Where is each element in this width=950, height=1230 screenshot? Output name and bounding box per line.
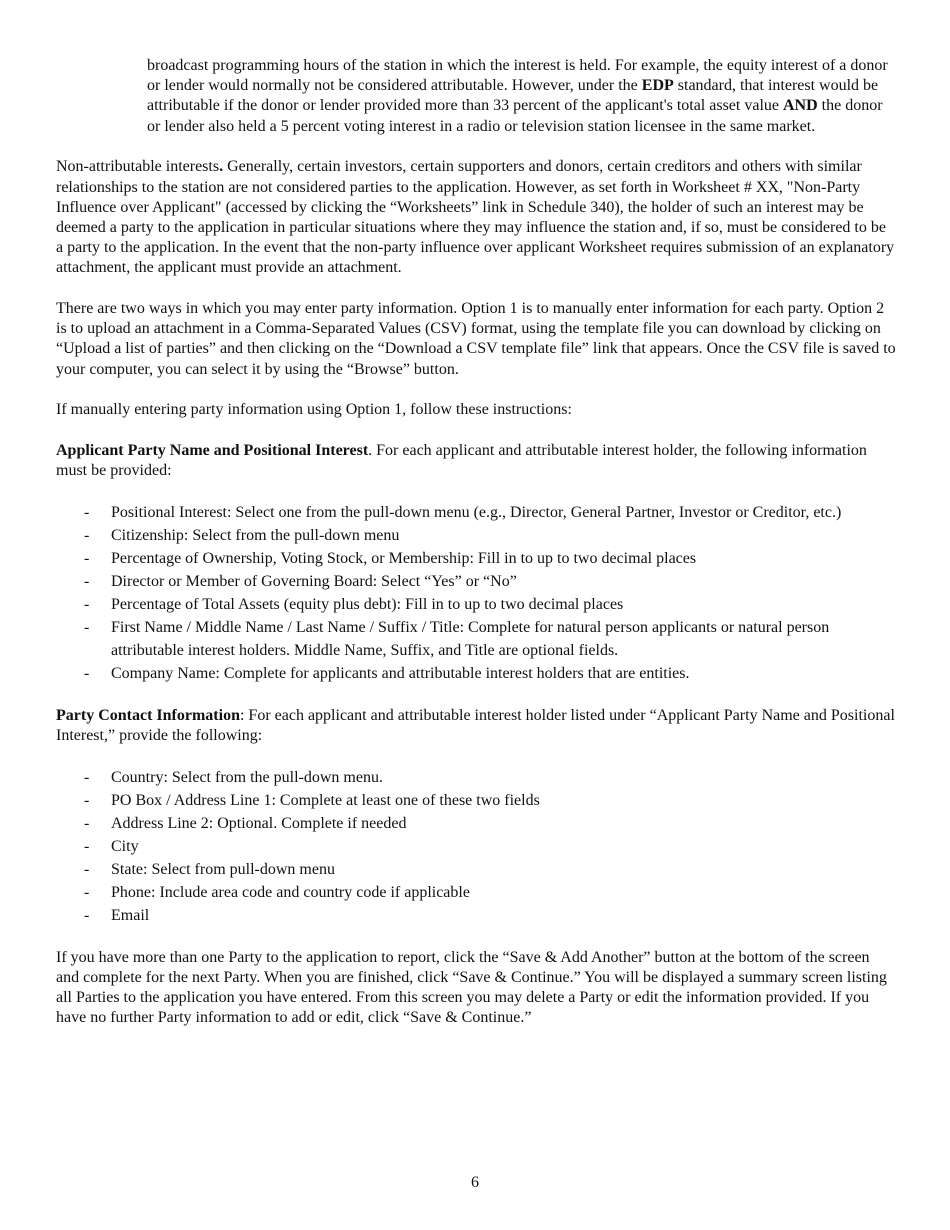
dash-bullet: - <box>84 815 90 833</box>
party-name-heading: Applicant Party Name and Positional Interest <box>56 442 369 460</box>
dash-bullet: - <box>84 596 90 614</box>
list-item <box>56 593 896 616</box>
and-bold-term: AND <box>783 97 818 115</box>
dash-bullet: - <box>84 619 90 637</box>
contact-list <box>56 766 896 927</box>
dash-bullet: - <box>84 792 90 810</box>
list-item <box>56 547 896 570</box>
list-item <box>56 766 896 789</box>
party-name-list <box>56 501 896 685</box>
closing-paragraph: If you have more than one Party to the application to report, click the “Save & Add Another” button at the bottom of the screen and complete for the next Party. When you are finished, click “Save & Continue.” You will be displayed a summary screen listing all Parties to the application you have entered. From this screen you may delete a Party or edit the information provided. If you have no further Party information to add or edit, click “Save & Continue.” <box>56 948 887 1027</box>
list-item <box>56 789 896 812</box>
edp-text-3: the donor or lender also held a 5 percent voting interest in a radio or television station licensee in the same market. <box>147 97 883 135</box>
list-item-text: City <box>111 838 139 856</box>
dash-bullet: - <box>84 527 90 545</box>
dash-bullet: - <box>84 550 90 568</box>
edp-text-1: broadcast programming hours of the station in which the interest is held. For example, the equity interest of a donor or lender would normally not be considered attributable. However, under the <box>147 57 888 95</box>
dash-bullet: - <box>84 769 90 787</box>
list-item-text: Positional Interest: Select one from the pull-down menu (e.g., Director, General Partner, Investor or Creditor, etc.) <box>111 504 842 522</box>
contact-intro <box>56 706 896 746</box>
list-item-text: Percentage of Total Assets (equity plus debt): Fill in to up to two decimal places <box>111 596 624 614</box>
contact-heading: Party Contact Information <box>56 706 240 724</box>
dash-bullet: - <box>84 907 90 925</box>
list-item <box>56 524 896 547</box>
contact-intro-text: : For each applicant and attributable interest holder listed under “Applicant Party Name and Positional Interest,” provide the following: <box>56 706 895 745</box>
dash-bullet: - <box>84 884 90 902</box>
list-item <box>56 570 896 593</box>
list-item <box>56 835 896 858</box>
list-item-text: Citizenship: Select from the pull-down menu <box>111 527 400 545</box>
list-item-text: Phone: Include area code and country code if applicable <box>111 884 470 902</box>
list-item-text: State: Select from pull-down menu <box>111 861 335 879</box>
non-attributable-paragraph <box>56 157 896 278</box>
list-item <box>56 501 896 524</box>
list-item-text: Email <box>111 907 150 925</box>
options-paragraph: There are two ways in which you may enter party information. Option 1 is to manually enter information for each party. Option 2 is to upload an attachment in a Comma-Separated Values (CSV) format, using the template file you can download by clicking on “Upload a list of parties” and then clicking on the “Download a CSV template file” link that appears. Once the CSV file is saved to your computer, you can select it by using the “Browse” button. <box>56 300 896 378</box>
dash-bullet: - <box>84 838 90 856</box>
party-name-intro-text: . For each applicant and attributable interest holder, the following information must be provided: <box>56 442 867 480</box>
dash-bullet: - <box>84 665 90 683</box>
list-item <box>56 662 896 685</box>
edp-bold-term: EDP <box>641 77 674 95</box>
list-item-text: Company Name: Complete for applicants and attributable interest holders that are entities. <box>111 665 690 683</box>
non-attributable-lead-punct: . <box>219 158 224 176</box>
non-attributable-body: Generally, certain investors, certain supporters and donors, certain creditors and others with similar relationships to the station are not considered parties to the application. However, as set forth in Worksheet # XX, "Non-Party Influence over Applicant" (accessed by clicking the “Worksheets” link in Schedule 340), the holder of such an interest may be deemed a party to the application in particular situations where they may influence the station and, if so, must be considered to be a party to the application. In the event that the non-party influence over applicant Worksheet requires submission of an explanatory attachment, the applicant must provide an attachment. <box>56 158 895 277</box>
list-item <box>56 904 896 927</box>
list-item <box>56 616 896 662</box>
dash-bullet: - <box>84 573 90 591</box>
list-item-text: PO Box / Address Line 1: Complete at least one of these two fields <box>111 792 540 810</box>
non-attributable-lead: Non-attributable interests <box>56 158 220 176</box>
page-number: 6 <box>471 1174 479 1191</box>
dash-bullet: - <box>84 861 90 879</box>
party-name-intro <box>56 441 896 481</box>
list-item-text: Address Line 2: Optional. Complete if needed <box>111 815 407 833</box>
dash-bullet: - <box>84 504 90 522</box>
list-item-text: First Name / Middle Name / Last Name / Suffix / Title: Complete for natural person applicants or natural person attributable interest holders. Middle Name, Suffix, and Title are optional fields. <box>111 619 830 660</box>
list-item-text: Percentage of Ownership, Voting Stock, or Membership: Fill in to up to two decimal places <box>111 550 697 568</box>
edp-text-2: standard, that interest would be attributable if the donor or lender provided more than 33 percent of the applicant's total asset value <box>147 77 879 115</box>
list-item <box>56 881 896 904</box>
list-item-text: Director or Member of Governing Board: Select “Yes” or “No” <box>111 573 517 591</box>
edp-example-paragraph <box>147 56 896 137</box>
document-page <box>56 56 896 1029</box>
option1-paragraph: If manually entering party information using Option 1, follow these instructions: <box>56 401 572 419</box>
list-item <box>56 858 896 881</box>
list-item-text: Country: Select from the pull-down menu. <box>111 769 383 787</box>
list-item <box>56 812 896 835</box>
